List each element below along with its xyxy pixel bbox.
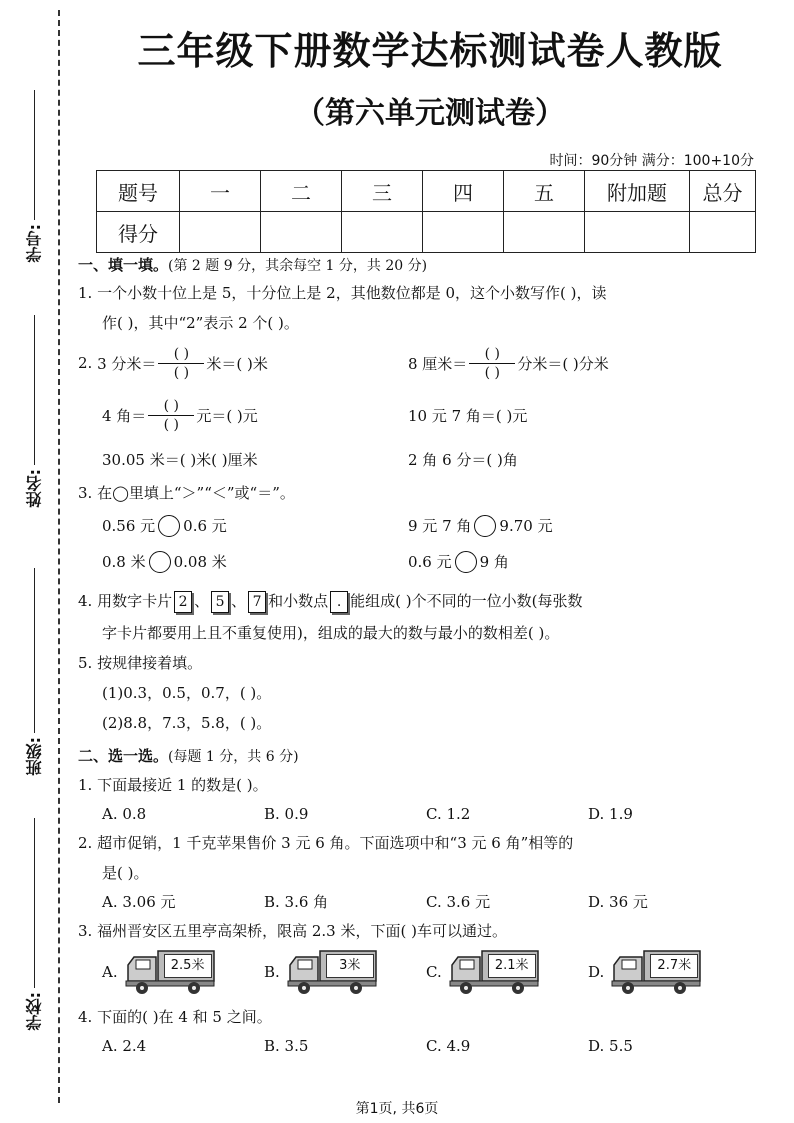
score-cell[interactable] <box>423 212 504 253</box>
s1-q2-c <box>78 388 408 442</box>
s2-question-3 <box>78 916 758 998</box>
s1-q3-c <box>78 544 408 580</box>
s2-q1-options <box>78 800 758 828</box>
student-id-field <box>14 90 54 262</box>
s2-question-1 <box>78 770 758 828</box>
s1-q2-row2 <box>78 388 758 442</box>
option-b[interactable]: B. 0.9 <box>264 805 309 823</box>
fill-line <box>34 315 35 465</box>
numerator-blank: ( ) <box>484 345 500 362</box>
option-letter: B. <box>264 963 280 981</box>
truck-icon <box>124 949 216 995</box>
denominator-blank: ( ) <box>484 364 500 381</box>
truck-height-label: 2.7米 <box>650 954 698 978</box>
option-c[interactable] <box>426 949 588 995</box>
s1-q2-e <box>78 442 408 478</box>
binding-line <box>58 10 60 1103</box>
option-a[interactable]: A. 3.06 元 <box>102 893 176 911</box>
s1-q1-line2: 作( )，其中“2”表示 2 个( )。 <box>102 314 299 332</box>
score-header-cell: 四 <box>423 171 504 212</box>
compare-right: 9.70 元 <box>499 517 553 535</box>
compare-circle[interactable] <box>149 551 171 573</box>
s2-question-2 <box>78 828 758 916</box>
score-row-label: 得分 <box>97 212 180 253</box>
score-table <box>96 170 756 253</box>
fraction-blank <box>148 398 194 433</box>
s2-q1-stem: 1. 下面最接近 1 的数是( )。 <box>78 776 268 794</box>
score-header-cell: 二 <box>261 171 342 212</box>
fill-line <box>34 568 35 733</box>
s1-q2-b-mid: 分米＝( )分米 <box>517 354 609 373</box>
s2-q2-line2: 是( )。 <box>102 864 149 882</box>
s1-q5-b: (2)8.8，7.3，5.8，( )。 <box>102 714 272 732</box>
s1-q4-pre: 4. 用数字卡片 <box>78 592 173 610</box>
truck-height-label: 3米 <box>326 954 374 978</box>
s1-q2-b <box>408 338 738 388</box>
score-header-cell: 一 <box>180 171 261 212</box>
option-d[interactable]: D. 5.5 <box>588 1037 633 1055</box>
s2-q4-stem: 4. 下面的( )在 4 和 5 之间。 <box>78 1008 272 1026</box>
s1-q4-post: 能组成( )个不同的一位小数(每张数 <box>350 592 583 610</box>
option-c[interactable]: C. 3.6 元 <box>426 893 491 911</box>
card-separator: 、 <box>194 592 210 610</box>
page-title: 三年级下册数学达标测试卷人教版 <box>137 29 723 73</box>
s1-q2-d <box>408 388 738 442</box>
digit-card: 7 <box>248 591 266 613</box>
s1-q2-c-pre: 4 角＝ <box>102 406 147 425</box>
compare-left: 9 元 7 角 <box>408 517 472 535</box>
option-b[interactable] <box>264 949 426 995</box>
score-header-cell: 总分 <box>690 171 756 212</box>
score-header-cell: 题号 <box>97 171 180 212</box>
section2-note: (每题 1 分，共 6 分) <box>168 749 299 765</box>
s1-q2-row3 <box>78 442 758 478</box>
score-header-cell: 五 <box>504 171 585 212</box>
compare-circle[interactable] <box>455 551 477 573</box>
s1-q4-and: 和小数点 <box>268 592 329 610</box>
section1-heading: 一、填一填。 <box>78 256 169 274</box>
score-cell[interactable] <box>261 212 342 253</box>
s1-q2-row1 <box>78 338 758 388</box>
s1-q2-e-text: 30.05 米＝( )米( )厘米 <box>102 451 258 469</box>
score-cell[interactable] <box>690 212 756 253</box>
compare-right: 0.6 元 <box>183 517 227 535</box>
page-footer: 第1页, 共6页 <box>355 1101 439 1117</box>
option-d[interactable]: D. 36 元 <box>588 893 648 911</box>
option-letter: C. <box>426 963 442 981</box>
numerator-blank: ( ) <box>173 345 190 362</box>
s1-q1-line1: 1. 一个小数十位上是 5，十分位上是 2，其他数位都是 0，这个小数写作( )，读 <box>78 284 607 302</box>
s1-question-1 <box>78 278 758 338</box>
s1-q2-c-mid: 元＝( )元 <box>196 406 258 425</box>
s1-q3-row1 <box>78 508 758 544</box>
score-cell[interactable] <box>342 212 423 253</box>
student-id-label: 学号: <box>24 224 44 263</box>
fraction-blank <box>158 346 204 381</box>
class-field <box>14 568 54 775</box>
option-a[interactable]: A. 0.8 <box>102 805 147 823</box>
s1-q2-a-pre: 3 分米＝ <box>97 354 157 373</box>
s1-q5-a: (1)0.3，0.5，0.7，( )。 <box>102 684 272 702</box>
time-info: 时间：90分钟 满分：100+10分 <box>549 153 754 169</box>
s2-q3-stem: 3. 福州晋安区五里亭高架桥，限高 2.3 米，下面( )车可以通过。 <box>78 922 507 940</box>
fraction-bar <box>148 415 194 416</box>
q-number: 2. <box>78 354 93 372</box>
s1-q3-a <box>78 508 408 544</box>
truck-height-label: 2.1米 <box>488 954 536 978</box>
compare-right: 0.08 米 <box>173 553 227 571</box>
option-c[interactable]: C. 1.2 <box>426 805 471 823</box>
compare-right: 9 角 <box>479 553 509 571</box>
s1-question-4 <box>78 584 758 648</box>
s1-q5-title: 5. 按规律接着填。 <box>78 654 203 672</box>
digit-card: 2 <box>174 591 192 613</box>
s2-question-4 <box>78 1002 758 1060</box>
compare-left: 0.6 元 <box>408 553 452 571</box>
s1-q4-line1 <box>78 584 758 618</box>
score-cell[interactable] <box>585 212 690 253</box>
fraction-blank <box>469 346 515 381</box>
s2-q2-line1: 2. 超市促销，1 千克苹果售价 3 元 6 角。下面选项中和“3 元 6 角”相等的 <box>78 834 574 852</box>
s1-question-5 <box>78 648 758 738</box>
s1-q3-row2 <box>78 544 758 580</box>
score-cell[interactable] <box>504 212 585 253</box>
s2-q4-options <box>78 1032 758 1060</box>
card-separator: 、 <box>231 592 247 610</box>
s1-q2-a-mid: 米＝( )米 <box>206 354 268 373</box>
option-d[interactable]: D. 1.9 <box>588 805 633 823</box>
s1-q2-a <box>78 338 408 388</box>
s1-q3-title: 3. 在◯里填上“＞”“＜”或“＝”。 <box>78 484 295 502</box>
fill-line <box>34 818 35 988</box>
compare-left: 0.8 米 <box>102 553 146 571</box>
option-a[interactable]: A. 2.4 <box>102 1037 147 1055</box>
s1-q3-b <box>408 508 738 544</box>
score-header-row <box>97 171 756 212</box>
section1-title <box>78 254 758 278</box>
option-b[interactable]: B. 3.5 <box>264 1037 309 1055</box>
fraction-bar <box>469 363 515 364</box>
option-letter: A. <box>102 963 118 981</box>
score-header-cell: 附加题 <box>585 171 690 212</box>
option-letter: D. <box>588 963 605 981</box>
page-subtitle: （第六单元测试卷） <box>295 96 565 131</box>
numerator-blank: ( ) <box>163 397 179 414</box>
score-header-cell: 三 <box>342 171 423 212</box>
s1-question-3 <box>78 478 758 580</box>
compare-left: 0.56 元 <box>102 517 156 535</box>
s1-q2-d-text: 10 元 7 角＝( )元 <box>408 406 528 425</box>
class-label: 班级: <box>24 737 44 776</box>
truck-icon <box>610 949 702 995</box>
s1-q4-line2: 字卡片都要用上且不重复使用)，组成的最大的数与最小的数相差( )。 <box>102 624 560 642</box>
section2-heading: 二、选一选。 <box>78 747 169 765</box>
truck-height-label: 2.5米 <box>164 954 212 978</box>
compare-circle[interactable] <box>474 515 496 537</box>
denominator-blank: ( ) <box>163 416 179 433</box>
s1-q2-b-pre: 8 厘米＝ <box>408 354 468 373</box>
school-field <box>14 818 54 1030</box>
school-label: 学校: <box>24 992 44 1031</box>
name-field <box>14 315 54 507</box>
option-b[interactable]: B. 3.6 角 <box>264 893 329 911</box>
s1-q2-f <box>408 442 738 478</box>
s2-q3-options <box>78 946 758 998</box>
section2-title <box>78 742 758 770</box>
fraction-bar <box>158 363 204 364</box>
score-value-row <box>97 212 756 253</box>
option-c[interactable]: C. 4.9 <box>426 1037 471 1055</box>
fill-line <box>34 90 35 220</box>
name-label: 姓名: <box>24 469 44 508</box>
score-cell[interactable] <box>180 212 261 253</box>
section1-note: (第 2 题 9 分，其余每空 1 分，共 20 分) <box>168 258 428 274</box>
digit-card: 5 <box>211 591 229 613</box>
option-a[interactable] <box>102 949 264 995</box>
question-content <box>78 254 758 1060</box>
s1-question-2 <box>78 338 758 478</box>
truck-icon <box>448 949 540 995</box>
option-d[interactable] <box>588 949 750 995</box>
s1-q2-f-text: 2 角 6 分＝( )角 <box>408 451 518 469</box>
truck-icon <box>286 949 378 995</box>
compare-circle[interactable] <box>158 515 180 537</box>
denominator-blank: ( ) <box>173 364 190 381</box>
decimal-point-card: . <box>330 591 348 613</box>
s2-q2-options <box>78 888 758 916</box>
s1-q3-d <box>408 544 738 580</box>
